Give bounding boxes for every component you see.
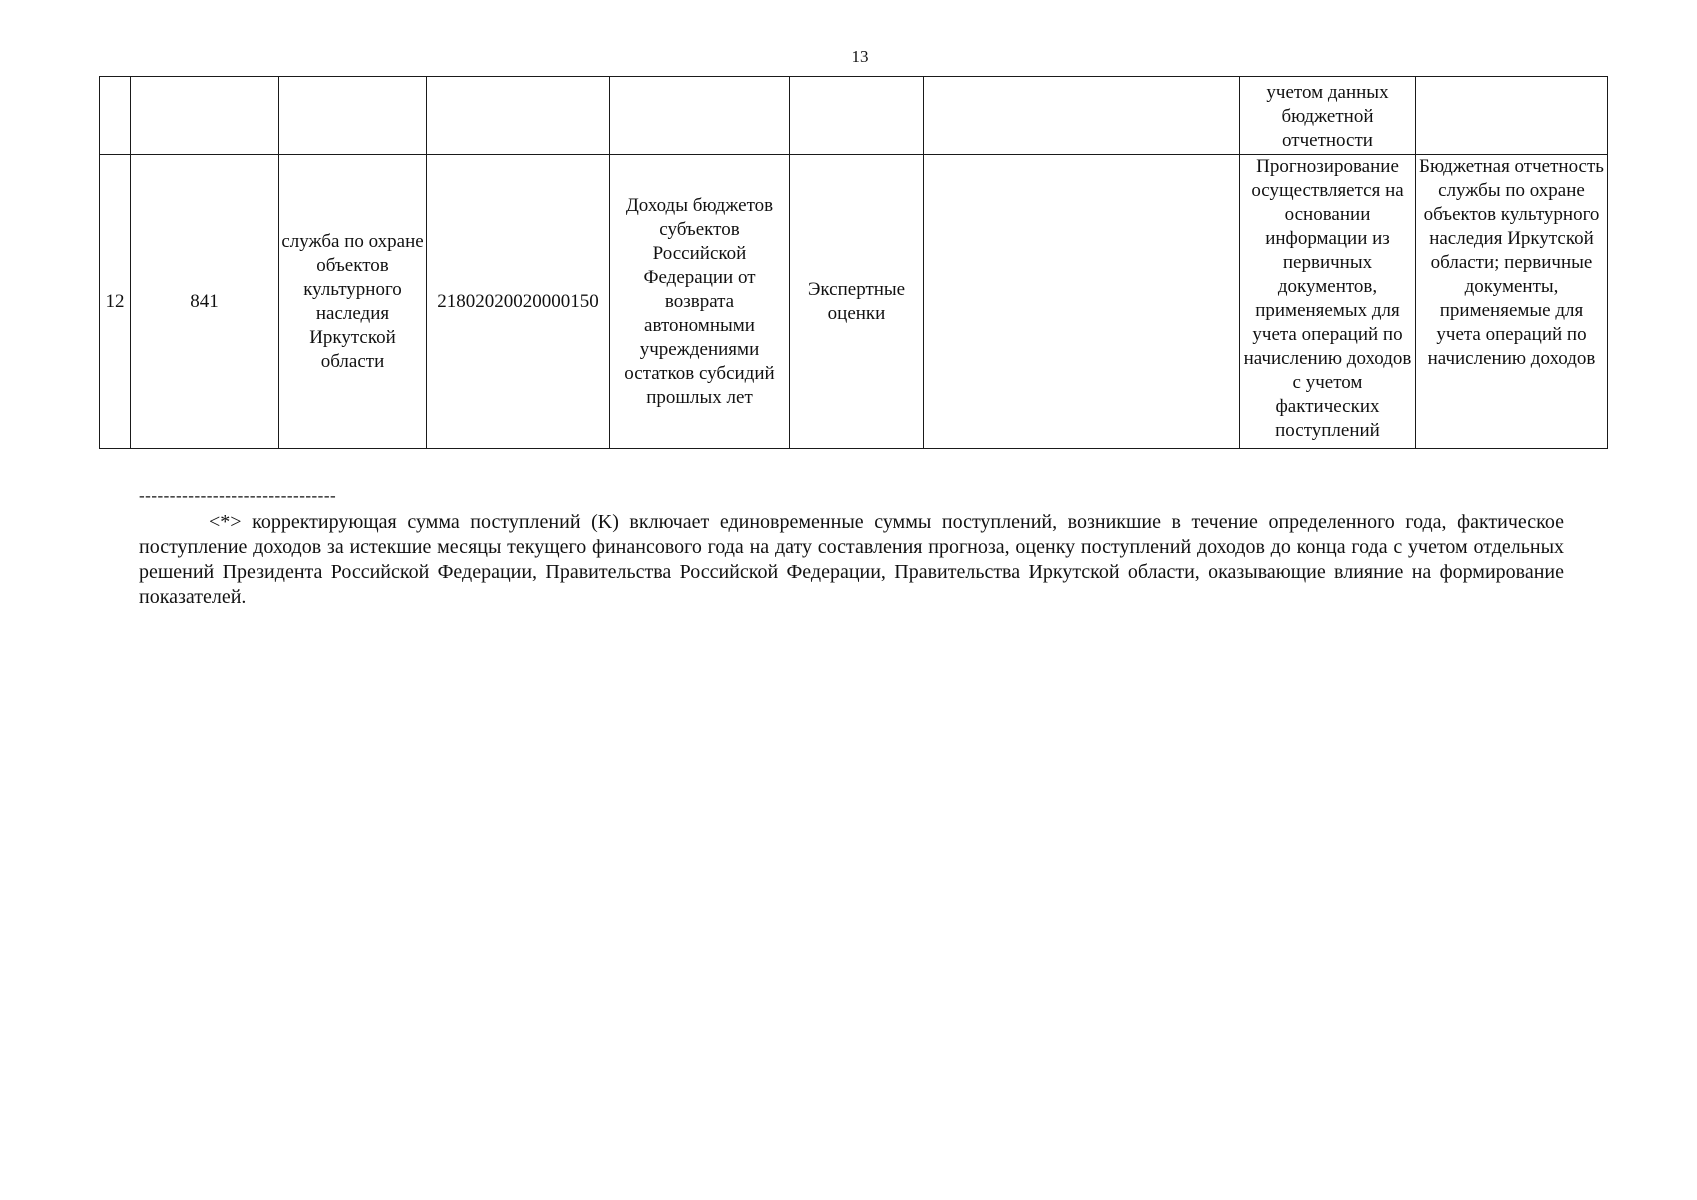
cell-algorithm: учетом данных бюджетной отчетности xyxy=(1240,77,1416,155)
table-row-continuation xyxy=(100,77,1608,155)
cell-administrator xyxy=(279,77,427,155)
page-number: 13 xyxy=(851,47,869,66)
cell-income-name: Доходы бюджетов субъектов Российской Федерации от возврата автономными учреждениями остатков субсидий прошлых лет xyxy=(610,155,790,449)
cell-source: Бюджетная отчетность службы по охране объектов культурного наследия Иркутской области; первичные документы, применяемые для учета операций по начислению доходов xyxy=(1416,155,1608,449)
cell-kbk xyxy=(427,77,610,155)
cell-formula xyxy=(924,77,1240,155)
cell-code: 841 xyxy=(131,155,279,449)
cell-source xyxy=(1416,77,1608,155)
cell-formula xyxy=(924,155,1240,449)
cell-code xyxy=(131,77,279,155)
table-row xyxy=(100,155,1608,449)
cell-administrator: служба по охране объектов культурного наследия Иркутской области xyxy=(279,155,427,449)
cell-income-name xyxy=(610,77,790,155)
cell-method: Экспертные оценки xyxy=(790,155,924,449)
cell-method xyxy=(790,77,924,155)
cell-kbk: 21802020020000150 xyxy=(427,155,610,449)
cell-num: 12 xyxy=(100,155,131,449)
footnote-separator: -------------------------------- xyxy=(139,486,337,505)
cell-algorithm: Прогнозирование осуществляется на основании информации из первичных документов, применяемых для учета операций по начислению доходов с учетом фактических поступлений xyxy=(1240,155,1416,449)
footnote-text: <*> корректирующая сумма поступлений (K) включает единовременные суммы поступлений, возникшие в течение определенного года, фактическое поступление доходов за истекшие месяцы текущего финансового года на дату составления прогноза, оценку поступлений доходов до конца года с учетом отдельных решений Президента Российской Федерации, Правительства Российской Федерации, Правительства Иркутской области, оказывающие влияние на формирование показателей. xyxy=(139,511,1564,608)
revenue-forecast-table xyxy=(99,76,1608,449)
cell-num xyxy=(100,77,131,155)
